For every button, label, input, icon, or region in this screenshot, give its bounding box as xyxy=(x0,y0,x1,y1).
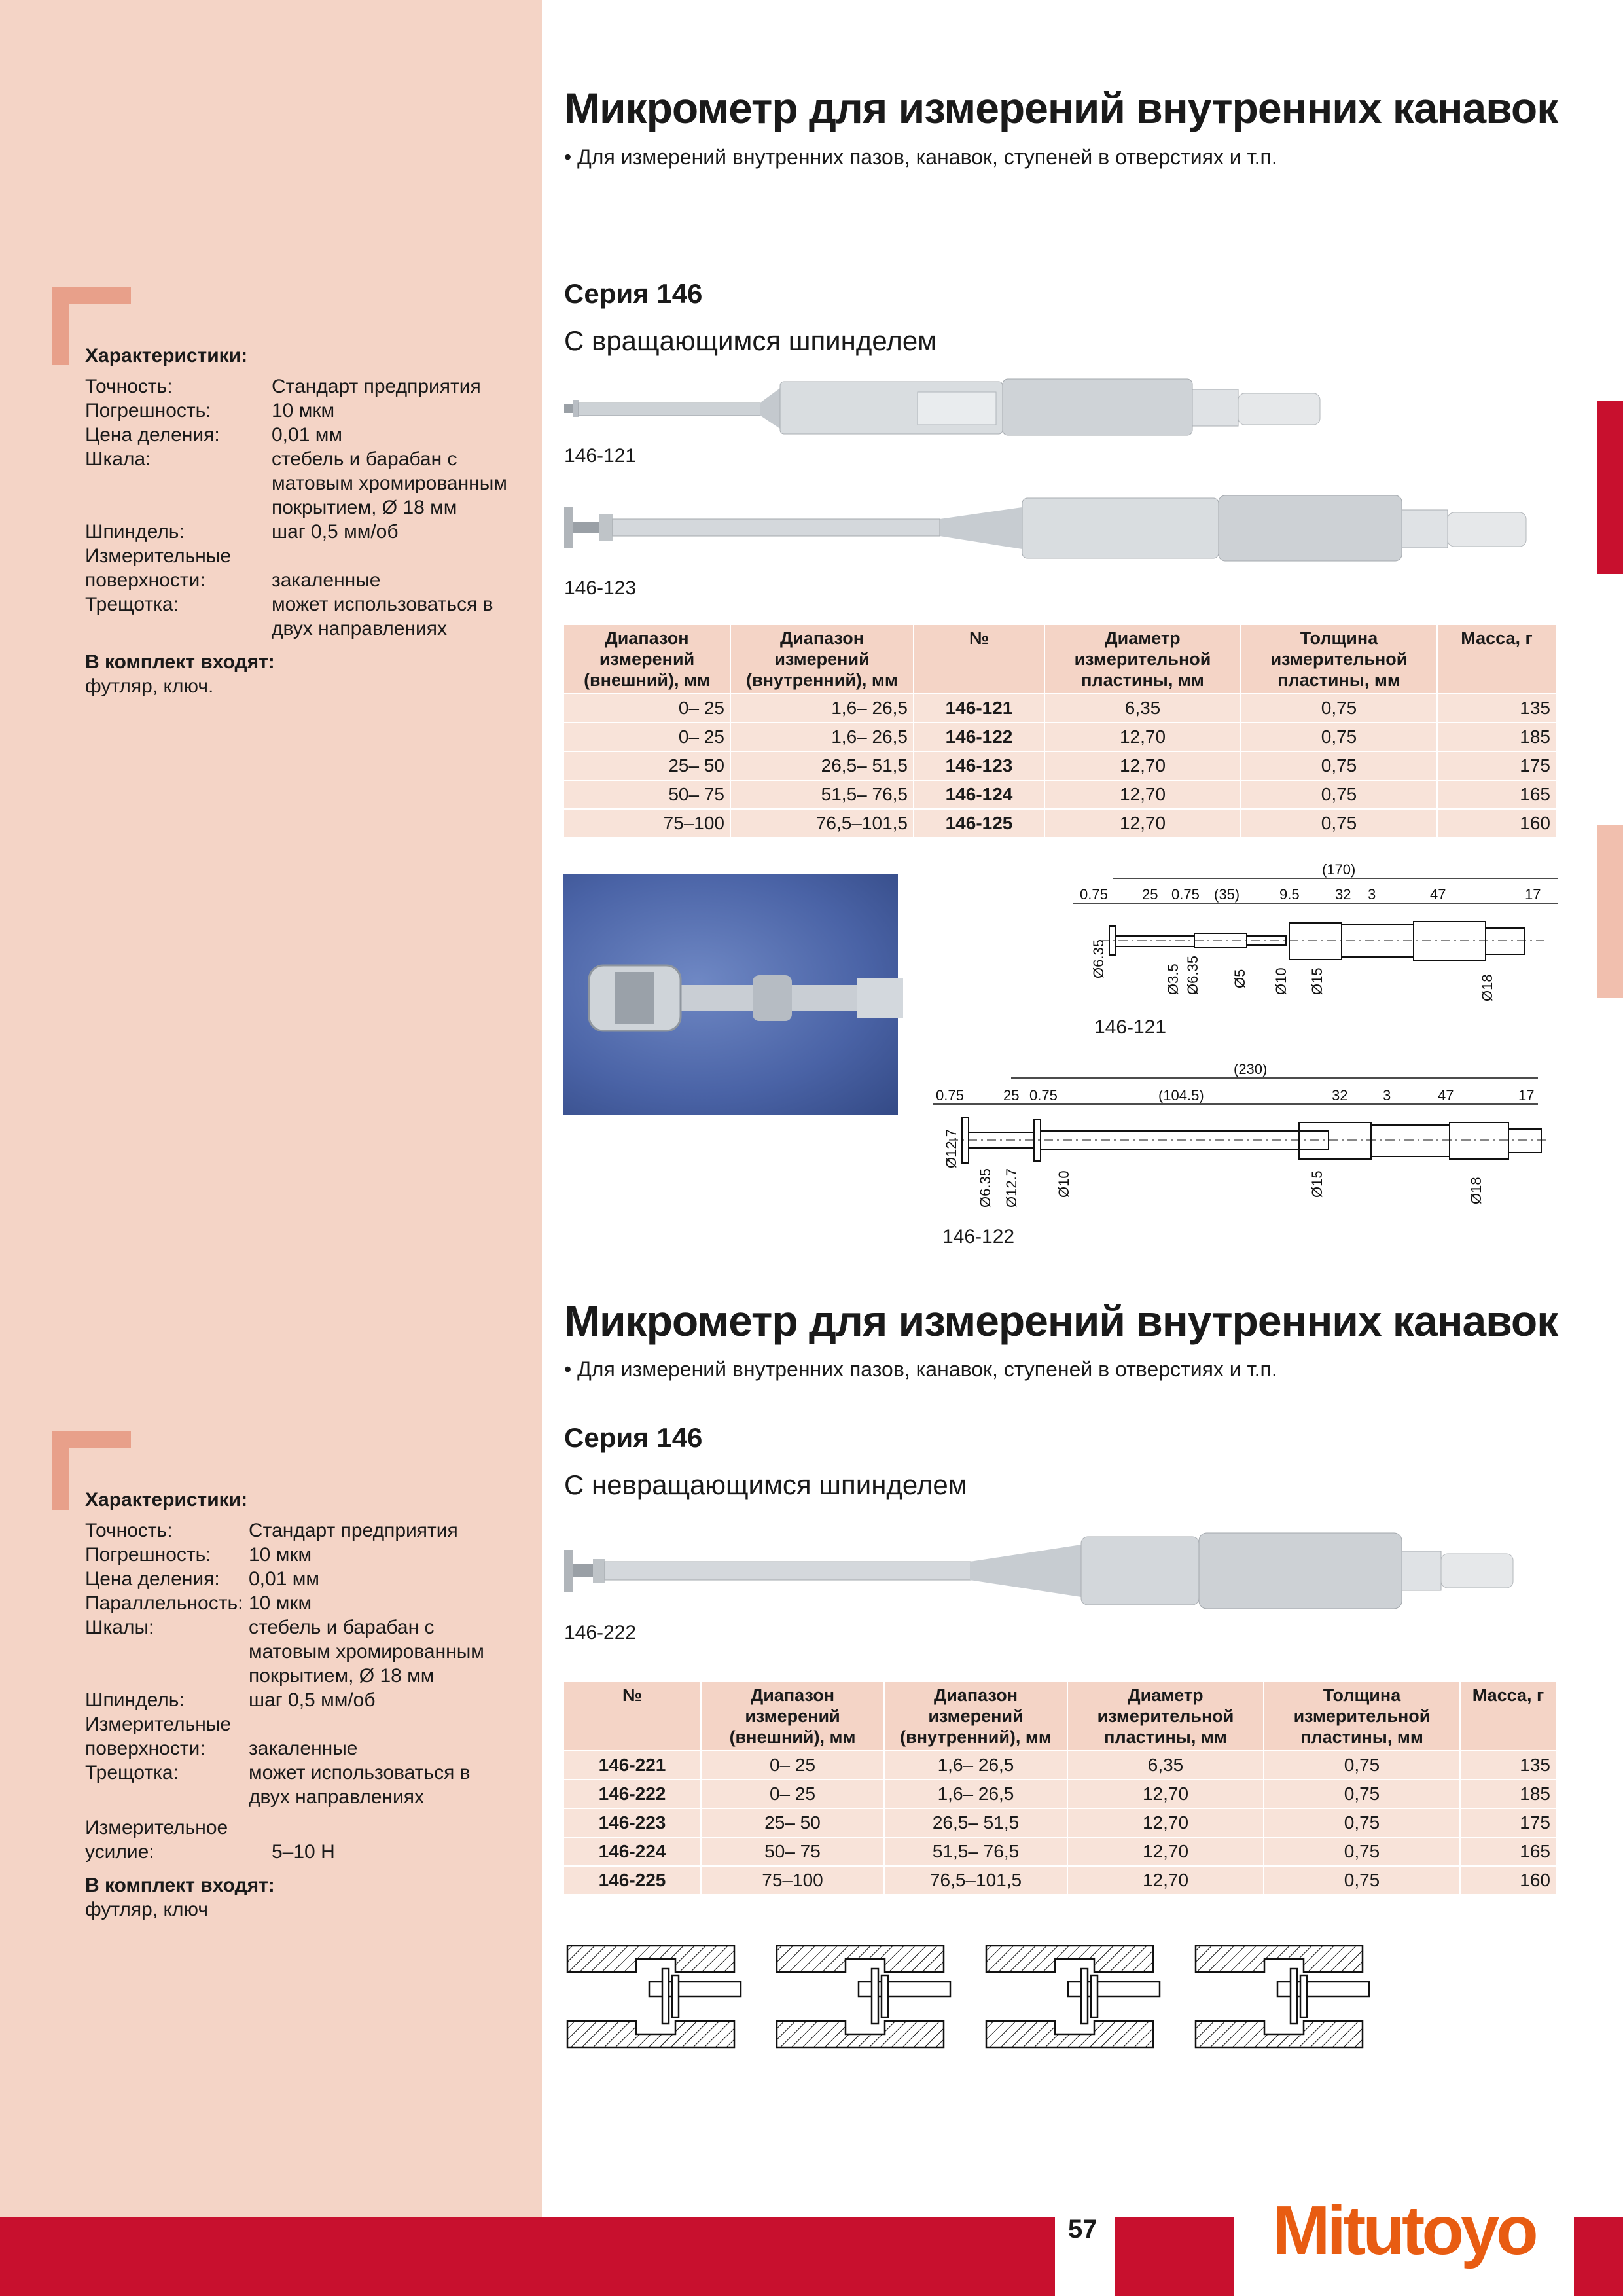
table-cell: 76,5–101,5 xyxy=(884,1866,1067,1894)
table-cell: 75–100 xyxy=(701,1866,884,1894)
spec-key: Цена деления: xyxy=(85,424,220,446)
spec-value: 5–10 Н xyxy=(272,1841,335,1863)
table-cell: 0,75 xyxy=(1264,1808,1460,1837)
micrometer-146-121-image xyxy=(564,376,1330,435)
spindle-type: С невращающимся шпинделем xyxy=(564,1469,967,1500)
dim-overall: (170) xyxy=(1322,861,1356,878)
model-number: 146-125 xyxy=(914,809,1044,837)
model-number: 146-224 xyxy=(564,1837,701,1866)
table-header: № xyxy=(914,625,1044,694)
spec-value: может использоваться в двух направлениях xyxy=(272,594,493,639)
table-cell: 0– 25 xyxy=(701,1780,884,1808)
feature-bullet: • Для измерений внутренних пазов, канавок, ступеней в отверстиях и т.п. xyxy=(564,1357,1277,1381)
table-cell: 135 xyxy=(1437,694,1556,723)
model-number: 146-124 xyxy=(914,780,1044,809)
specs-block-1 xyxy=(85,344,507,698)
table-row xyxy=(564,780,1556,809)
spec-key: Шкала: xyxy=(85,448,151,470)
table-cell: 12,70 xyxy=(1067,1866,1264,1894)
dia-label: Ø10 xyxy=(1273,967,1289,995)
spec-value: стебель и барабан с матовым хромированным покрытием, Ø 18 мм xyxy=(272,448,507,518)
spec-key: Шпиндель: xyxy=(85,1689,185,1711)
dia-label: Ø6.35 xyxy=(977,1168,993,1208)
dim: 47 xyxy=(1438,1087,1454,1103)
dia-label: Ø6.35 xyxy=(1185,956,1201,995)
kit-heading: В комплект входят: xyxy=(85,1874,275,1896)
spec-key: Измерительные поверхности: xyxy=(85,545,232,591)
table-header: Диаметр измерительной пластины, мм xyxy=(1044,625,1241,694)
drawing-146-121 xyxy=(1073,861,1584,1034)
table-header: Толщина измерительной пластины, мм xyxy=(1264,1682,1460,1751)
spec-value: 10 мкм xyxy=(272,400,335,422)
product-label: 146-123 xyxy=(564,577,637,599)
table-cell: 175 xyxy=(1460,1808,1556,1837)
dim: 0.75 xyxy=(1029,1087,1058,1103)
table-cell: 12,70 xyxy=(1044,780,1241,809)
spec-key: Цена деления: xyxy=(85,1568,220,1590)
product-label: 146-222 xyxy=(564,1622,637,1643)
table-header: Диаметр измерительной пластины, мм xyxy=(1067,1682,1264,1751)
dim: 0.75 xyxy=(1080,886,1108,903)
spec-value: 0,01 мм xyxy=(249,1568,319,1590)
table-cell: 50– 75 xyxy=(701,1837,884,1866)
table-cell: 6,35 xyxy=(1044,694,1241,723)
dim: 25 xyxy=(1142,886,1158,903)
table-cell: 0,75 xyxy=(1264,1780,1460,1808)
table-cell: 12,70 xyxy=(1067,1837,1264,1866)
dia-label: Ø12.7 xyxy=(1003,1168,1020,1208)
spec-key: Измерительные поверхности: xyxy=(85,1713,232,1759)
dim: 47 xyxy=(1430,886,1446,903)
dia-label: Ø10 xyxy=(1056,1170,1072,1198)
spec-value: закаленные xyxy=(272,569,381,591)
model-number: 146-223 xyxy=(564,1808,701,1837)
spec-value: 10 мкм xyxy=(249,1544,312,1566)
model-number: 146-121 xyxy=(914,694,1044,723)
dim: 32 xyxy=(1332,1087,1348,1103)
product-label: 146-121 xyxy=(564,445,637,467)
table-row xyxy=(564,1780,1556,1808)
section-tab-active xyxy=(1597,401,1623,574)
dia-label: Ø18 xyxy=(1479,974,1495,1001)
dim: 25 xyxy=(1003,1087,1020,1103)
kit-heading: В комплект входят: xyxy=(85,651,275,673)
table-cell: 160 xyxy=(1437,809,1556,837)
drawing-label: 146-121 xyxy=(1094,1016,1167,1038)
model-number: 146-122 xyxy=(914,723,1044,751)
dim: 17 xyxy=(1525,886,1541,903)
spec-value: 0,01 мм xyxy=(272,424,342,446)
table-cell: 25– 50 xyxy=(701,1808,884,1837)
table-cell: 165 xyxy=(1460,1837,1556,1866)
spec-key: Трещотка: xyxy=(85,1762,179,1784)
table-header: Диапазон измерений (внутренний), мм xyxy=(884,1682,1067,1751)
table-header: Диапазон измерений (внешний), мм xyxy=(701,1682,884,1751)
table-cell: 135 xyxy=(1460,1751,1556,1780)
table-row xyxy=(564,809,1556,837)
table-cell: 0,75 xyxy=(1241,694,1437,723)
dia-label: Ø12.7 xyxy=(943,1129,959,1168)
spec-value: 10 мкм xyxy=(249,1592,312,1614)
dia-label: Ø18 xyxy=(1468,1177,1484,1204)
table-cell: 26,5– 51,5 xyxy=(730,751,914,780)
table-cell: 12,70 xyxy=(1067,1780,1264,1808)
feature-bullet: • Для измерений внутренних пазов, канавок, ступеней в отверстиях и т.п. xyxy=(564,145,1277,169)
product-photo xyxy=(563,874,898,1115)
table-cell: 1,6– 26,5 xyxy=(884,1751,1067,1780)
table-row xyxy=(564,751,1556,780)
table-header: № xyxy=(564,1682,701,1751)
model-number: 146-123 xyxy=(914,751,1044,780)
table-cell: 12,70 xyxy=(1067,1808,1264,1837)
table-row xyxy=(564,1808,1556,1837)
table-cell: 0– 25 xyxy=(701,1751,884,1780)
model-number: 146-225 xyxy=(564,1866,701,1894)
micrometer-146-123-image xyxy=(564,494,1546,566)
brand-logo: Mitutoyo xyxy=(1234,2178,1574,2296)
dim: 32 xyxy=(1335,886,1351,903)
dim: 3 xyxy=(1368,886,1376,903)
table-cell: 185 xyxy=(1437,723,1556,751)
table-cell: 0,75 xyxy=(1264,1837,1460,1866)
table-cell: 6,35 xyxy=(1067,1751,1264,1780)
dim: 0.75 xyxy=(1171,886,1200,903)
table-cell: 0– 25 xyxy=(564,694,730,723)
table-header: Масса, г xyxy=(1460,1682,1556,1751)
kit-contents: футляр, ключ. xyxy=(85,675,214,697)
table-row xyxy=(564,694,1556,723)
dia-label: Ø15 xyxy=(1309,1170,1325,1198)
spec-key: Погрешность: xyxy=(85,400,211,422)
spec-key: Точность: xyxy=(85,376,173,397)
groove-diagrams xyxy=(564,1943,1376,2054)
series-label: Серия 146 xyxy=(564,1422,703,1453)
spec-value: стебель и барабан с матовым хромированным покрытием, Ø 18 мм xyxy=(249,1617,484,1687)
dim: 3 xyxy=(1383,1087,1391,1103)
page-number: 57 xyxy=(1068,2215,1097,2244)
drawing-146-122 xyxy=(933,1061,1554,1227)
spec-table-1 xyxy=(564,625,1556,837)
table-header: Диапазон измерений (внешний), мм xyxy=(564,625,730,694)
table-cell: 50– 75 xyxy=(564,780,730,809)
spec-value: Стандарт предприятия xyxy=(272,376,481,397)
spec-key: Трещотка: xyxy=(85,594,179,615)
table-cell: 1,6– 26,5 xyxy=(730,723,914,751)
micrometer-146-222-image xyxy=(564,1532,1526,1610)
table-row xyxy=(564,1751,1556,1780)
dim: 17 xyxy=(1518,1087,1535,1103)
model-number: 146-221 xyxy=(564,1751,701,1780)
table-cell: 76,5–101,5 xyxy=(730,809,914,837)
table-cell: 26,5– 51,5 xyxy=(884,1808,1067,1837)
specs-block-2 xyxy=(85,1488,510,1922)
spindle-type: С вращающимся шпинделем xyxy=(564,325,937,356)
dia-label: Ø6.35 xyxy=(1090,939,1107,978)
spec-key: Погрешность: xyxy=(85,1544,211,1566)
specs-heading: Характеристики: xyxy=(85,1489,248,1511)
table-header: Диапазон измерений (внутренний), мм xyxy=(730,625,914,694)
dim-overall: (230) xyxy=(1234,1061,1268,1077)
table-cell: 1,6– 26,5 xyxy=(884,1780,1067,1808)
dim: 9.5 xyxy=(1279,886,1300,903)
spec-value: шаг 0,5 мм/об xyxy=(272,521,399,543)
spec-value: шаг 0,5 мм/об xyxy=(249,1689,376,1711)
table-cell: 75–100 xyxy=(564,809,730,837)
table-cell: 165 xyxy=(1437,780,1556,809)
table-row xyxy=(564,1837,1556,1866)
table-cell: 12,70 xyxy=(1044,751,1241,780)
dim: (104.5) xyxy=(1158,1087,1204,1103)
spec-key: Точность: xyxy=(85,1520,173,1541)
spindle-closeup-image xyxy=(563,874,898,1115)
table-cell: 0,75 xyxy=(1264,1751,1460,1780)
table-cell: 12,70 xyxy=(1044,723,1241,751)
table-cell: 0– 25 xyxy=(564,723,730,751)
table-row xyxy=(564,723,1556,751)
section-title: Микрометр для измерений внутренних канавок xyxy=(564,84,1558,132)
spec-key: Шкалы: xyxy=(85,1617,154,1638)
table-cell: 185 xyxy=(1460,1780,1556,1808)
specs-list xyxy=(85,374,507,641)
table-cell: 51,5– 76,5 xyxy=(884,1837,1067,1866)
table-cell: 51,5– 76,5 xyxy=(730,780,914,809)
table-cell: 0,75 xyxy=(1241,780,1437,809)
table-cell: 0,75 xyxy=(1241,751,1437,780)
table-cell: 0,75 xyxy=(1241,809,1437,837)
kit-contents: футляр, ключ xyxy=(85,1899,208,1920)
table-cell: 12,70 xyxy=(1044,809,1241,837)
section-title: Микрометр для измерений внутренних канавок xyxy=(564,1297,1558,1345)
model-number: 146-222 xyxy=(564,1780,701,1808)
spec-table-2 xyxy=(564,1682,1556,1894)
groove-diagram xyxy=(567,1946,741,2047)
spec-key: Параллельность: xyxy=(85,1592,243,1614)
table-cell: 0,75 xyxy=(1264,1866,1460,1894)
dia-label: Ø15 xyxy=(1309,967,1325,995)
drawing-label: 146-122 xyxy=(942,1226,1015,1247)
table-cell: 25– 50 xyxy=(564,751,730,780)
dim: (35) xyxy=(1214,886,1240,903)
spec-value: Стандарт предприятия xyxy=(249,1520,458,1541)
spec-value: закаленные xyxy=(249,1738,358,1759)
table-cell: 1,6– 26,5 xyxy=(730,694,914,723)
table-header: Толщина измерительной пластины, мм xyxy=(1241,625,1437,694)
dia-label: Ø5 xyxy=(1232,969,1248,988)
section-tab xyxy=(1597,825,1623,998)
table-cell: 175 xyxy=(1437,751,1556,780)
spec-key: Измерительное усилие: xyxy=(85,1817,228,1863)
dim: 0.75 xyxy=(936,1087,964,1103)
dia-label: Ø3.5 xyxy=(1165,963,1181,995)
series-label: Серия 146 xyxy=(564,278,703,309)
table-header: Масса, г xyxy=(1437,625,1556,694)
specs-list xyxy=(85,1518,510,1864)
table-cell: 160 xyxy=(1460,1866,1556,1894)
spec-value: может использоваться в двух направлениях xyxy=(249,1762,471,1808)
specs-heading: Характеристики: xyxy=(85,345,248,367)
table-cell: 0,75 xyxy=(1241,723,1437,751)
spec-key: Шпиндель: xyxy=(85,521,185,543)
table-row xyxy=(564,1866,1556,1894)
